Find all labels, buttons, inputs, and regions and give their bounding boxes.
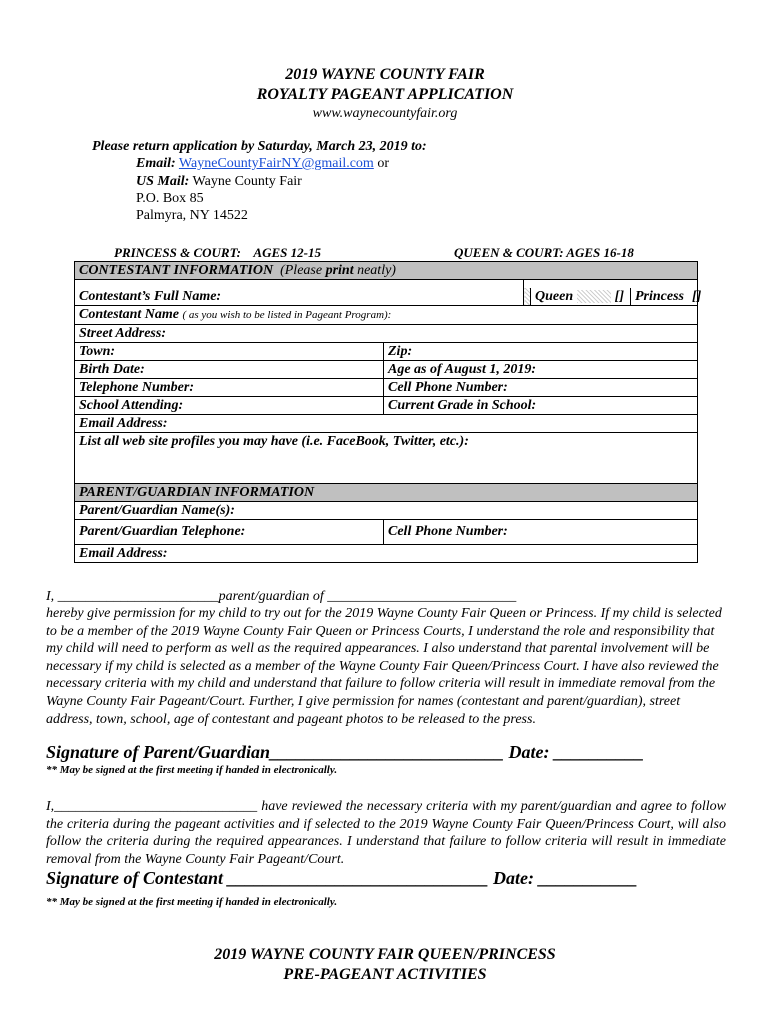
telephone-label: Telephone Number: [79, 380, 194, 395]
parent-signature-line[interactable]: Signature of Parent/Guardian__________________________ Date: __________ [46, 742, 645, 762]
parent-email-field[interactable] [75, 545, 698, 563]
age-label: Age as of August 1, 2019: [388, 362, 537, 377]
mail-line [136, 174, 302, 190]
school-field[interactable] [75, 397, 384, 415]
queen-option[interactable] [531, 288, 631, 306]
contestant-name-note: ( as you wish to be listed in Pageant Program): [182, 309, 392, 321]
birth-date-field[interactable] [75, 361, 384, 379]
age-field[interactable] [384, 361, 698, 379]
contestant-name-label: Contestant Name [79, 307, 179, 322]
email-link[interactable]: WayneCountyFairNY@gmail.com [178, 156, 374, 171]
parent-info-title: PARENT/GUARDIAN INFORMATION [79, 485, 315, 500]
zip-label: Zip: [388, 344, 413, 359]
queen-checkbox[interactable]: [] [614, 289, 624, 304]
contestant-email-label: Email Address: [79, 416, 168, 431]
email-or: or [377, 156, 389, 171]
permission-body: hereby give permission for my child to try out for the 2019 Wayne County Fair Queen or Princess. If my child is selected to be a member of the 2019 Wayne County Fair Queen or Princess Courts, I understand the role and responsibility that my child will need to perform as well as the required appearances. I also understand that parental involvement will be necessary if my child is selected as a member of the Wayne County Fair Queen/Princess Court. I have also reviewed the necessary criteria with my child and understand that failure to follow criteria will result in immediate removal from the Wayne County Fair Pageant/Court. Further, I give permission for names (contestant and parent/guardian), street address, town, school, age of contestant and pageant photos to be released to the press. [46, 606, 722, 727]
website-text: www.waynecountyfair.org [312, 106, 458, 121]
parent-signature-note: ** May be signed at the first meeting if handed in electronically. [46, 764, 338, 776]
document-title: 2019 WAYNE COUNTY FAIR [285, 66, 485, 83]
hatch-divider [524, 288, 531, 306]
mail-label: US Mail: [136, 174, 190, 189]
web-profiles-label: List all web site profiles you may have (i.e. FaceBook, Twitter, etc.): [79, 434, 469, 449]
telephone-field[interactable] [75, 379, 384, 397]
cell-phone-label: Cell Phone Number: [388, 380, 508, 395]
web-profiles-field[interactable] [75, 433, 698, 484]
document-subtitle: ROYALTY PAGEANT APPLICATION [256, 86, 514, 103]
email-label: Email: [136, 156, 176, 171]
parent-names-field[interactable] [75, 502, 698, 520]
princess-option-label: Princess [635, 289, 684, 304]
parent-telephone-label: Parent/Guardian Telephone: [79, 524, 246, 539]
contestant-signature-line[interactable]: Signature of Contestant _____________________________ Date: ___________ [46, 868, 638, 888]
print-note-bold: print [325, 263, 354, 278]
mail-box: P.O. Box 85 [136, 191, 204, 206]
contestant-info-header [75, 262, 698, 280]
full-name-label: Contestant’s Full Name: [79, 289, 222, 304]
print-note-pre: (Please [280, 263, 326, 278]
full-name-field[interactable] [75, 288, 524, 306]
contestant-info-title: CONTESTANT INFORMATION [79, 263, 274, 278]
street-address-field[interactable] [75, 325, 698, 343]
contestant-agreement-body: I,_____________________________ have reviewed the necessary criteria with my parent/guardian and agree to follow the criteria during the pageant activities and if selected to the 2019 Wayne County Fair Queen/Princess Court, will also follow the criteria during the required appearances. I understand that failure to follow criteria will result in immediate removal from the Wayne County Fair Pageant/Court. [46, 799, 726, 867]
queen-age-group: QUEEN & COURT: AGES 16-18 [454, 245, 634, 260]
princess-option[interactable] [631, 288, 702, 306]
town-field[interactable] [75, 343, 384, 361]
street-address-label: Street Address: [79, 326, 166, 341]
permission-line: I, _______________________parent/guardian of ___________________________ [46, 589, 517, 604]
email-line [136, 156, 389, 172]
grade-field[interactable] [384, 397, 698, 415]
queen-hatch [577, 290, 611, 303]
princess-age-group: PRINCESS & COURT: AGES 12-15 [114, 245, 321, 260]
mail-city: Palmyra, NY 14522 [136, 208, 248, 223]
contestant-info-table [74, 261, 702, 563]
parent-email-label: Email Address: [79, 546, 168, 561]
princess-checkbox[interactable]: [] [692, 289, 702, 304]
grade-label: Current Grade in School: [388, 398, 537, 413]
contestant-name-field[interactable] [75, 306, 698, 325]
queen-option-label: Queen [535, 289, 574, 304]
mail-name: Wayne County Fair [192, 174, 302, 189]
parent-names-label: Parent/Guardian Name(s): [79, 503, 235, 518]
contestant-email-field[interactable] [75, 415, 698, 433]
return-instructions: Please return application by Saturday, March 23, 2019 to: [92, 139, 427, 154]
parent-cell-label: Cell Phone Number: [388, 524, 508, 539]
birth-date-label: Birth Date: [79, 362, 145, 377]
spacer-cell [524, 280, 698, 289]
town-label: Town: [79, 344, 116, 359]
zip-field[interactable] [384, 343, 698, 361]
spacer-cell [75, 280, 524, 289]
print-note-post: neatly) [353, 263, 396, 278]
parent-cell-field[interactable] [384, 520, 698, 545]
footer-subtitle: PRE-PAGEANT ACTIVITIES [283, 966, 487, 983]
parent-info-header [75, 484, 698, 502]
contestant-signature-note: ** May be signed at the first meeting if handed in electronically. [46, 896, 338, 908]
footer-title: 2019 WAYNE COUNTY FAIR QUEEN/PRINCESS [214, 946, 556, 963]
cell-phone-field[interactable] [384, 379, 698, 397]
parent-telephone-field[interactable] [75, 520, 384, 545]
school-label: School Attending: [79, 398, 184, 413]
